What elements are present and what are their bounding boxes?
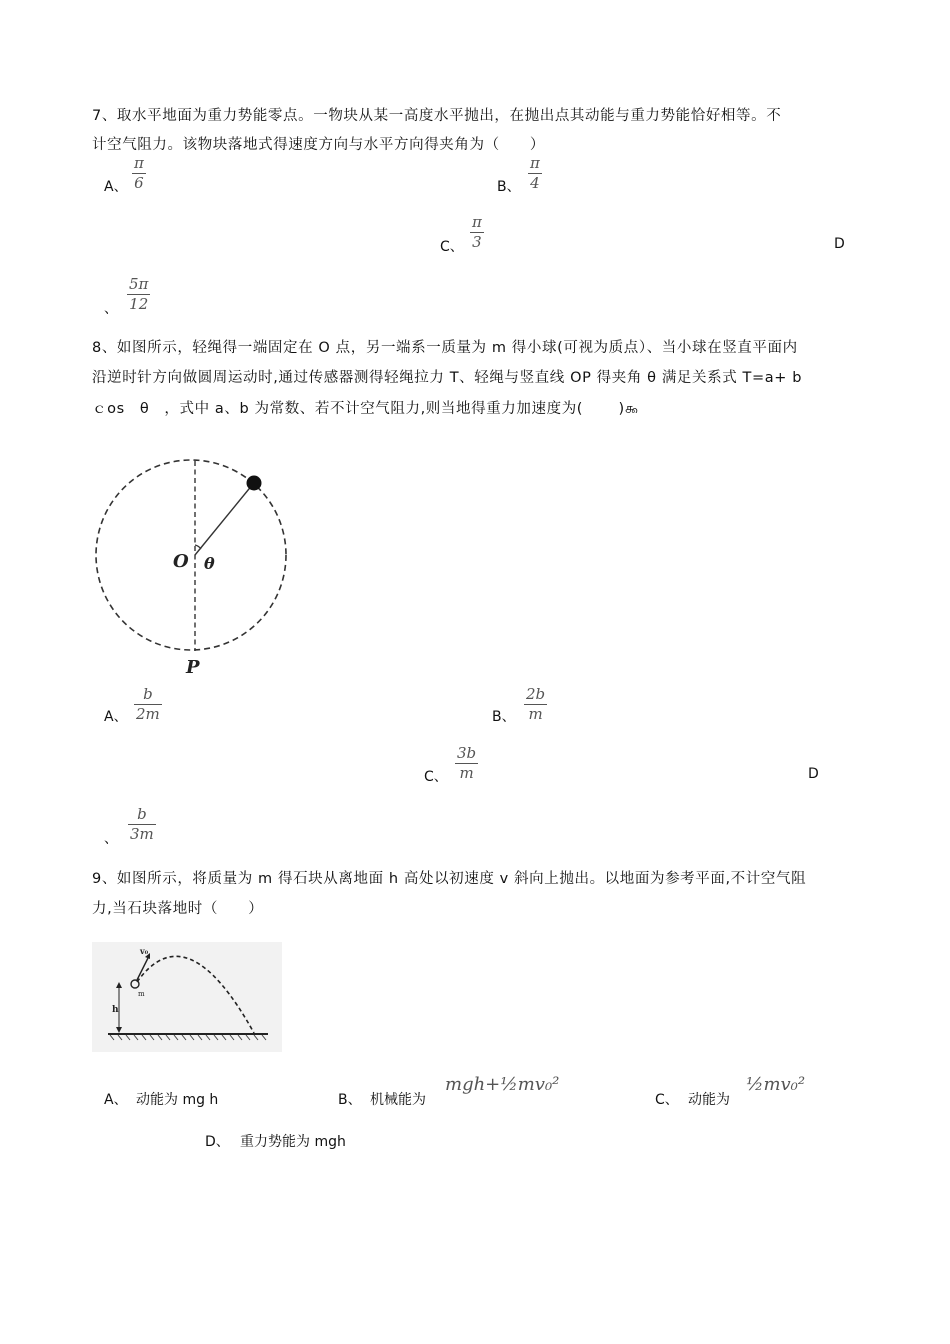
- q7-option-b-num: π: [530, 154, 540, 172]
- q8-option-b-num: 2b: [526, 685, 546, 703]
- q9-option-c-text: 动能为: [688, 1092, 730, 1108]
- q8-option-d-fraction: [128, 806, 156, 843]
- q9-line-1: 9、如图所示，将质量为 m 得石块从离地面 h 高处以初速度 v 斜向上抛出。以地面为参考平面,不计空气阻: [92, 871, 807, 887]
- q8-option-c-num: 3b: [457, 744, 477, 762]
- q9-option-b-math: mgh+½mv₀²: [445, 1074, 560, 1095]
- q7-option-c-num: π: [472, 213, 482, 231]
- q7-option-a-den: 6: [134, 174, 144, 192]
- q8-option-b-fraction: [524, 686, 547, 723]
- q7-option-b-label: B、: [497, 179, 521, 195]
- q9-option-c-label: C、: [655, 1092, 679, 1108]
- q8-option-c-den: m: [459, 764, 474, 782]
- q7-option-c-den: 3: [472, 233, 482, 251]
- q7-line-1: 7、取水平地面为重力势能零点。一物块从某一高度水平抛出，在抛出点其动能与重力势能恰好相等。不: [92, 108, 782, 124]
- q8-option-d-label: D: [808, 766, 819, 782]
- ball: [247, 476, 262, 491]
- q8-line-2: 沿逆时针方向做圆周运动时,通过传感器测得轻绳拉力 T、轻绳与竖直线 OP 得夹角 θ 满足关系式 T=a+ b: [92, 370, 803, 386]
- q8-option-c-fraction: [455, 745, 478, 782]
- q7-option-d-separator: 、: [104, 301, 118, 317]
- label-theta: θ: [204, 554, 215, 573]
- q7-option-c-fraction: [470, 214, 484, 251]
- q8-option-a-num: b: [143, 685, 153, 703]
- angle-arc: [195, 545, 201, 549]
- q7-option-b-den: 4: [530, 174, 540, 192]
- label-h: h: [112, 1005, 119, 1015]
- q9-option-d-text: 重力势能为 mgh: [240, 1134, 346, 1150]
- q7-option-a-label: A、: [104, 179, 128, 195]
- q9-projectile-figure: [92, 942, 282, 1052]
- label-p: P: [186, 657, 200, 678]
- q8-circle-figure: [88, 455, 298, 680]
- q8-option-b-label: B、: [492, 709, 516, 725]
- q8-option-d-separator: 、: [104, 831, 118, 847]
- q9-option-a-text: 动能为 mg h: [136, 1092, 219, 1108]
- q7-option-a-fraction: [132, 155, 146, 192]
- label-o: O: [173, 551, 189, 572]
- q8-line-3: ｃos θ ，式中 a、b 为常数、若不计空气阻力,则当地得重力加速度为( )௯: [92, 401, 639, 417]
- q8-option-d-num: b: [137, 805, 147, 823]
- q7-option-c-label: C、: [440, 239, 464, 255]
- q7-option-b-fraction: [528, 155, 542, 192]
- q7-option-d-label: D: [834, 236, 845, 252]
- q9-option-b-text: 机械能为: [370, 1092, 426, 1108]
- q8-option-d-den: 3m: [130, 825, 154, 843]
- q8-option-c-label: C、: [424, 769, 448, 785]
- q8-option-a-fraction: [134, 686, 162, 723]
- q7-option-d-fraction: [127, 276, 150, 313]
- q7-option-d-den: 12: [129, 295, 149, 313]
- q9-option-c-math: ½mv₀²: [746, 1074, 806, 1095]
- label-m: m: [138, 990, 145, 998]
- label-v0: v₀: [140, 946, 149, 956]
- q8-option-a-den: 2m: [136, 705, 160, 723]
- q7-line-2: 计空气阻力。该物块落地式得速度方向与水平方向得夹角为（ ）: [92, 137, 545, 153]
- q8-line-1: 8、如图所示，轻绳得一端固定在 O 点，另一端系一质量为 m 得小球(可视为质点）、当小球在竖直平面内: [92, 340, 798, 356]
- q7-option-a-num: π: [134, 154, 144, 172]
- q9-line-2: 力,当石块落地时（ ）: [92, 901, 264, 917]
- q7-option-d-num: 5π: [129, 275, 149, 293]
- q9-option-a-label: A、: [104, 1092, 128, 1108]
- q9-option-d-label: D、: [205, 1134, 230, 1150]
- rope-line: [195, 484, 253, 555]
- q8-option-a-label: A、: [104, 709, 128, 725]
- q9-option-b-label: B、: [338, 1092, 362, 1108]
- q8-option-b-den: m: [528, 705, 543, 723]
